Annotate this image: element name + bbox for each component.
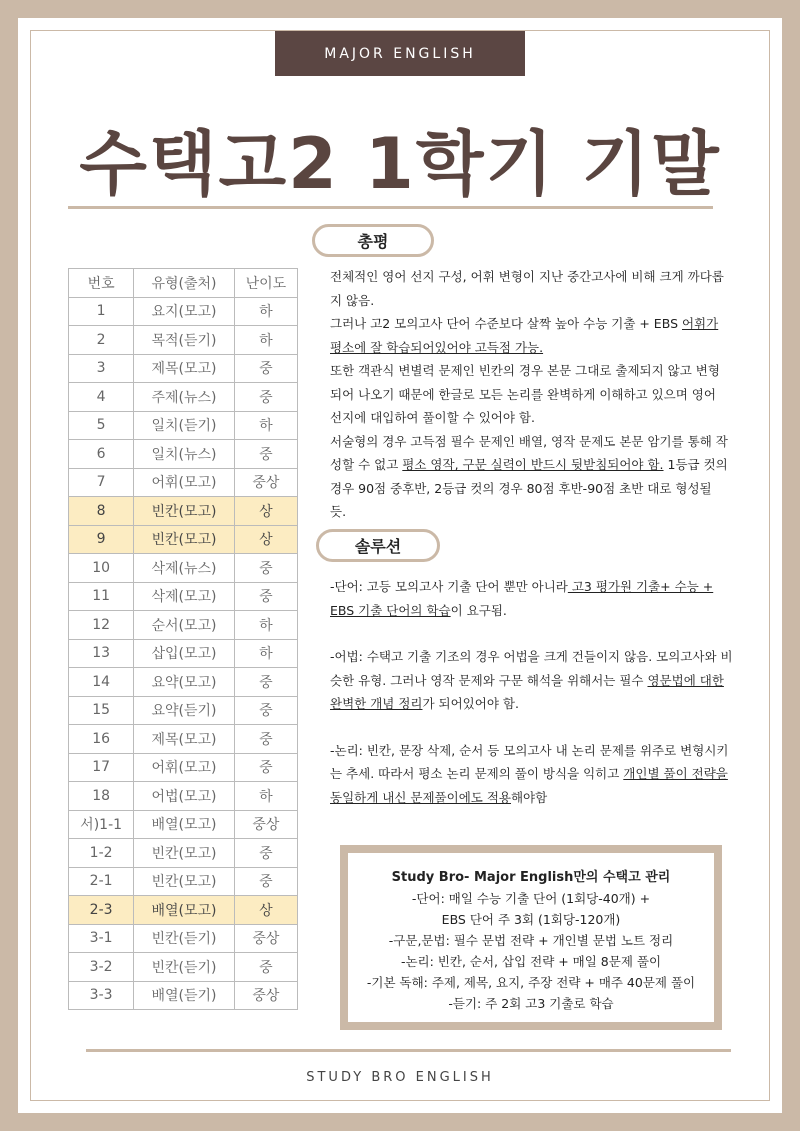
cell-number: 15 [69,696,134,725]
table-row [69,411,298,440]
cell-difficulty: 중 [234,753,297,782]
table-row [69,611,298,640]
review-p4-tail: 1등급 컷의 경우 90점 중후반, 2등급 컷의 경우 80점 후반-90점 초반 대로 형성될 듯. [330,457,728,519]
cell-type: 삭제(뉴스) [134,554,234,583]
vocab-text: -단어: 고등 모의고사 기출 단어 뿐만 아니라 [330,579,568,594]
table-row [69,297,298,326]
review-p4-underline: 평소 영작, 구문 실력이 반드시 뒷받침되어야 함. [402,457,664,472]
review-p4-text: 서술형의 경우 고득점 필수 문제인 배열, 영작 문제도 본문 암기를 통해 작성할 수 없고 [330,433,728,472]
cell-type: 요약(듣기) [134,696,234,725]
cell-type: 주제(뉴스) [134,383,234,412]
grammar-tail: 가 되어있어야 함. [422,696,519,711]
cell-type: 빈칸(모고) [134,497,234,526]
cell-type: 제목(모고) [134,725,234,754]
cell-type: 목적(듣기) [134,326,234,355]
box-line: -논리: 빈칸, 순서, 삽입 전략 + 매일 8문제 풀이 [400,954,662,969]
header-difficulty: 난이도 [234,269,297,298]
footer-text: STUDY BRO ENGLISH [306,1070,494,1085]
review-p1: 전체적인 영어 선지 구성, 어휘 변형이 지난 중간고사에 비해 크게 까다롭지 않음. [330,269,724,308]
cell-type: 어휘(모고) [134,468,234,497]
cell-number: 12 [69,611,134,640]
cell-difficulty: 중 [234,725,297,754]
cell-difficulty: 중 [234,668,297,697]
vocab-underline: 고3 평가원 기출+ 수능 + EBS 기출 단어의 학습 [330,579,714,618]
cell-number: 1-2 [69,839,134,868]
table-row [69,810,298,839]
cell-difficulty: 중 [234,554,297,583]
table-row [69,383,298,412]
table-row [69,525,298,554]
table-row [69,896,298,925]
cell-type: 배열(듣기) [134,981,234,1010]
box-line: EBS 단어 주 3회 (1회당-120개) [441,912,621,927]
cell-number: 18 [69,782,134,811]
box-line: -기본 독해: 주제, 제목, 요지, 주장 전략 + 매주 40문제 풀이 [366,975,696,990]
table-row [69,924,298,953]
cell-number: 서)1-1 [69,810,134,839]
grammar-text: -어법: 수택고 기출 기조의 경우 어법을 크게 건들이지 않음. 모의고사와 비슷한 유형. 그러나 영작 문제와 구문 해석을 위해서는 필수 [330,649,733,688]
cell-difficulty: 중 [234,582,297,611]
cell-number: 11 [69,582,134,611]
cell-difficulty: 중상 [234,924,297,953]
cell-type: 삭제(모고) [134,582,234,611]
cell-difficulty: 상 [234,896,297,925]
cell-number: 17 [69,753,134,782]
cell-type: 빈칸(듣기) [134,953,234,982]
table-row [69,753,298,782]
cell-difficulty: 하 [234,639,297,668]
table-row [69,839,298,868]
box-line: -구문,문법: 필수 문법 전략 + 개인별 문법 노트 정리 [388,933,674,948]
cell-number: 8 [69,497,134,526]
cell-number: 10 [69,554,134,583]
header-type: 유형(출처) [134,269,234,298]
review-heading: 총평 [312,224,434,257]
cell-difficulty: 중 [234,383,297,412]
cell-number: 2 [69,326,134,355]
cell-number: 9 [69,525,134,554]
table-row [69,326,298,355]
review-p4 [330,430,730,524]
cell-difficulty: 하 [234,411,297,440]
cell-number: 7 [69,468,134,497]
cell-difficulty: 상 [234,525,297,554]
table-row [69,782,298,811]
table-row [69,725,298,754]
cell-difficulty: 중 [234,440,297,469]
solution-grammar [330,645,735,716]
cell-type: 요지(모고) [134,297,234,326]
solution-text [330,575,735,809]
cell-difficulty: 중 [234,953,297,982]
cell-number: 2-1 [69,867,134,896]
cell-difficulty: 상 [234,497,297,526]
logic-text: -논리: 빈칸, 문장 삭제, 순서 등 모의고사 내 논리 문제를 위주로 변형시키는 추세. 따라서 평소 논리 문제의 풀이 방식을 익히고 [330,742,729,781]
table-row [69,981,298,1010]
page-title: 수택고2 1학기 기말 [79,123,721,205]
cell-number: 3-2 [69,953,134,982]
cell-number: 14 [69,668,134,697]
box-line: -단어: 매일 수능 기출 단어 (1회당-40개) + [411,891,651,906]
cell-difficulty: 하 [234,782,297,811]
table-row [69,639,298,668]
cell-difficulty: 중 [234,696,297,725]
review-p2 [330,312,730,359]
cell-number: 3 [69,354,134,383]
logic-tail: 해야함 [510,789,548,805]
table-row [69,354,298,383]
table-row [69,953,298,982]
cell-type: 배열(모고) [134,810,234,839]
cell-number: 5 [69,411,134,440]
cell-type: 제목(모고) [134,354,234,383]
logic-underline: 개인별 풀이 전략을 동일하게 내신 문제풀이에도 적용 [330,766,728,805]
cell-difficulty: 중상 [234,810,297,839]
cell-type: 빈칸(모고) [134,867,234,896]
header-number: 번호 [69,269,134,298]
cell-type: 어휘(모고) [134,753,234,782]
cell-type: 빈칸(듣기) [134,924,234,953]
table-row [69,554,298,583]
cell-number: 16 [69,725,134,754]
cell-type: 배열(모고) [134,896,234,925]
brand-banner: MAJOR ENGLISH [275,31,525,76]
vocab-tail: 이 요구됨. [450,602,507,618]
cell-type: 일치(뉴스) [134,440,234,469]
cell-difficulty: 중 [234,354,297,383]
cell-difficulty: 중상 [234,981,297,1010]
review-p2-text: 그러나 고2 모의고사 단어 수준보다 살짝 높아 수능 기출 + EBS [330,316,682,331]
table-row [69,867,298,896]
table-row [69,696,298,725]
cell-number: 4 [69,383,134,412]
exam-table [68,268,298,1010]
cell-difficulty: 하 [234,611,297,640]
table-row [69,582,298,611]
review-p3: 또한 객관식 변별력 문제인 빈칸의 경우 본문 그대로 출제되지 않고 변형되어 나오기 때문에 한글로 모든 논리를 완벽하게 이해하고 있으며 영어 선지에 대입하여 풀이할 수 있어야 함. [330,363,720,425]
cell-type: 요약(모고) [134,668,234,697]
solution-heading: 솔루션 [316,529,440,562]
cell-number: 3-1 [69,924,134,953]
cell-type: 순서(모고) [134,611,234,640]
cell-difficulty: 하 [234,326,297,355]
footer-divider [86,1049,731,1052]
cell-type: 어법(모고) [134,782,234,811]
cell-type: 빈칸(모고) [134,839,234,868]
review-p2-underline: 어휘가 평소에 잘 학습되어있어야 고득점 가능. [330,316,719,355]
box-line: -듣기: 주 2회 고3 기출로 학습 [448,996,614,1011]
cell-number: 3-3 [69,981,134,1010]
cell-difficulty: 하 [234,297,297,326]
cell-number: 13 [69,639,134,668]
cell-type: 일치(듣기) [134,411,234,440]
grammar-underline: 영문법에 대한 완벽한 개념 정리 [330,672,724,711]
table-row [69,468,298,497]
cell-type: 빈칸(모고) [134,525,234,554]
cell-difficulty: 중상 [234,468,297,497]
cell-difficulty: 중 [234,839,297,868]
review-text [330,265,730,524]
title-divider [68,206,713,209]
management-box [340,845,722,1030]
table-row [69,668,298,697]
cell-difficulty: 중 [234,867,297,896]
box-title: Study Bro- Major English만의 수택고 관리 [391,870,671,885]
table-row [69,497,298,526]
cell-type: 삽입(모고) [134,639,234,668]
table-row [69,440,298,469]
table-header [69,269,298,298]
cell-number: 1 [69,297,134,326]
solution-vocab [330,575,735,622]
cell-number: 2-3 [69,896,134,925]
cell-number: 6 [69,440,134,469]
solution-logic [330,739,735,810]
